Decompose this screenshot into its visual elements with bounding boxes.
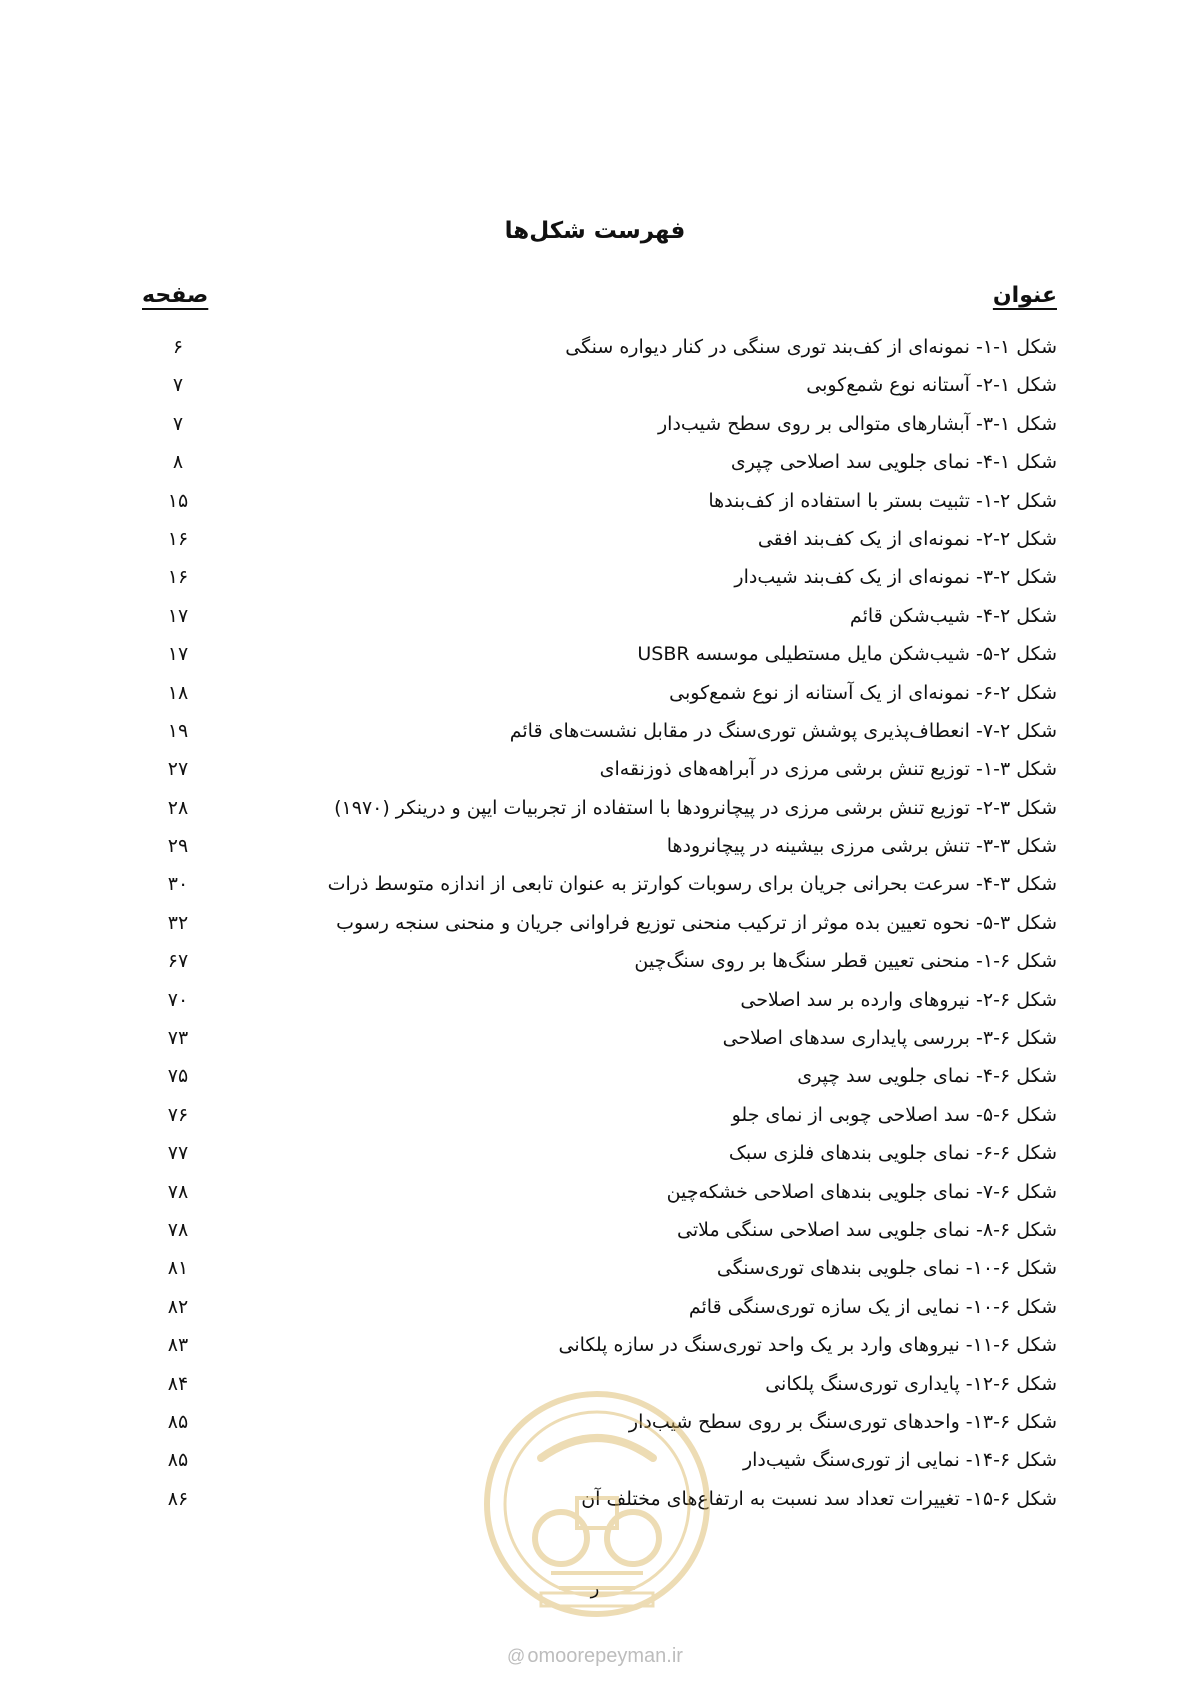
toc-entry[interactable] bbox=[142, 635, 1057, 673]
toc-entry-page: ۶۷ bbox=[167, 950, 189, 973]
toc-entry-title: شکل ۳-۲- توزیع تنش برشی مرزی در پیچانرودها با استفاده از تجربیات ایپن و درینکر (۱۹۷۰) bbox=[334, 796, 1057, 819]
toc-entry[interactable] bbox=[142, 789, 1057, 827]
toc-entry-title: شکل ۲-۴- شیب‌شکن قائم bbox=[849, 604, 1057, 627]
toc-entry-title: شکل ۶-۲- نیروهای وارده بر سد اصلاحی bbox=[740, 988, 1057, 1011]
toc-entry-title: شکل ۶-۱۰- نمای جلویی بندهای توری‌سنگی bbox=[716, 1257, 1057, 1280]
toc-entry[interactable] bbox=[142, 520, 1057, 558]
toc-entry-title: شکل ۶-۱۱- نیروهای وارد بر یک واحد توری‌سنگ در سازه پلکانی bbox=[558, 1334, 1057, 1357]
toc-entry[interactable] bbox=[142, 1134, 1057, 1172]
toc-entry-title: شکل ۲-۲- نمونه‌ای از یک کف‌بند افقی bbox=[757, 527, 1057, 550]
page-title: فهرست شکل‌ها bbox=[504, 218, 686, 244]
toc-header bbox=[142, 283, 1057, 319]
toc-entry[interactable] bbox=[142, 942, 1057, 980]
toc-entry-title: شکل ۶-۴- نمای جلویی سد چپری bbox=[797, 1065, 1057, 1088]
toc-entry[interactable] bbox=[142, 1211, 1057, 1249]
toc-entry-page: ۸۵ bbox=[167, 1410, 189, 1433]
toc-entry-page: ۷۶ bbox=[167, 1103, 189, 1126]
toc-entry-page: ۷۸ bbox=[167, 1180, 189, 1203]
toc-entry-page: ۳۲ bbox=[167, 911, 189, 934]
toc-entry-title: شکل ۲-۱- تثبیت بستر با استفاده از کف‌بندها bbox=[708, 489, 1057, 512]
toc-entry-page: ۶ bbox=[172, 336, 184, 358]
toc-entry-page: ۱۵ bbox=[167, 489, 189, 512]
toc-entry-page: ۷۸ bbox=[167, 1218, 189, 1241]
toc-entry-title: شکل ۶-۱۵- تغییرات تعداد سد نسبت به ارتفاع‌های مختلف آن bbox=[581, 1487, 1057, 1510]
toc-entry[interactable] bbox=[142, 904, 1057, 942]
watermark-url-text: omoorepeyman.ir bbox=[527, 1645, 683, 1667]
toc-entry[interactable] bbox=[142, 674, 1057, 712]
toc-entry[interactable] bbox=[142, 1019, 1057, 1057]
toc-entry[interactable] bbox=[142, 405, 1057, 443]
toc-entry-title: شکل ۱-۲- آستانه نوع شمع‌کوبی bbox=[806, 374, 1057, 397]
toc-entry-title: شکل ۶-۵- سد اصلاحی چوبی از نمای جلو bbox=[731, 1103, 1057, 1126]
toc-entry-title: شکل ۲-۷- انعطاف‌پذیری پوشش توری‌سنگ در مقابل نشست‌های قائم bbox=[509, 719, 1057, 742]
toc-entry-page: ۸۳ bbox=[167, 1334, 189, 1357]
toc-entry-page: ۱۷ bbox=[167, 643, 189, 666]
toc-entry-title: شکل ۶-۱۳- واحدهای توری‌سنگ بر روی سطح شیب‌دار bbox=[628, 1410, 1057, 1433]
toc-entry-title: شکل ۶-۶- نمای جلویی بندهای فلزی سبک bbox=[728, 1142, 1057, 1165]
toc-entry-title: شکل ۳-۵- نحوه تعیین بده موثر از ترکیب منحنی توزیع فراوانی جریان و منحنی سنجه رسوب bbox=[336, 911, 1057, 934]
toc-entry-page: ۷۷ bbox=[167, 1142, 189, 1165]
toc-entry[interactable] bbox=[142, 328, 1057, 366]
toc-entry[interactable] bbox=[142, 1173, 1057, 1211]
toc-entry-title: شکل ۶-۱۴- نمایی از توری‌سنگ شیب‌دار bbox=[742, 1449, 1057, 1472]
toc-entry-page: ۸۵ bbox=[167, 1449, 189, 1472]
toc-entry[interactable] bbox=[142, 865, 1057, 903]
toc-entry-page: ۸۲ bbox=[167, 1295, 189, 1318]
toc-entry-title: شکل ۶-۱۲- پایداری توری‌سنگ پلکانی bbox=[765, 1372, 1057, 1395]
toc-entry-title: شکل ۳-۴- سرعت بحرانی جریان برای رسوبات کوارتز به عنوان تابعی از اندازه متوسط ذرات bbox=[327, 873, 1057, 896]
toc-entry-title: شکل ۶-۳- بررسی پایداری سدهای اصلاحی bbox=[722, 1027, 1057, 1050]
toc-entry-page: ۷ bbox=[172, 374, 184, 397]
toc-entry-page: ۱۸ bbox=[167, 681, 189, 704]
toc-entry[interactable] bbox=[142, 981, 1057, 1019]
toc-entry-page: ۲۷ bbox=[167, 758, 189, 781]
toc-entry[interactable] bbox=[142, 558, 1057, 596]
toc-entry-title: شکل ۱-۴- نمای جلویی سد اصلاحی چپری bbox=[730, 451, 1057, 474]
toc-entry-title: شکل ۶-۱- منحنی تعیین قطر سنگ‌ها بر روی سنگ‌چین bbox=[634, 950, 1057, 973]
toc-entry[interactable] bbox=[142, 712, 1057, 750]
toc-entry[interactable] bbox=[142, 443, 1057, 481]
toc-entry[interactable] bbox=[142, 597, 1057, 635]
toc-entry[interactable] bbox=[142, 366, 1057, 404]
toc-entry[interactable] bbox=[142, 827, 1057, 865]
toc-entry[interactable] bbox=[142, 1288, 1057, 1326]
page-number: ر bbox=[590, 1578, 600, 1599]
toc-entry-title: شکل ۲-۶- نمونه‌ای از یک آستانه از نوع شمع‌کوبی bbox=[669, 681, 1057, 704]
toc-entry-page: ۳۰ bbox=[167, 873, 189, 896]
toc-entry-page: ۸۴ bbox=[167, 1372, 189, 1395]
toc-entry[interactable] bbox=[142, 1096, 1057, 1134]
toc-entry[interactable] bbox=[142, 482, 1057, 520]
toc-entry-page: ۱۷ bbox=[167, 604, 189, 627]
toc-entry-title: شکل ۶-۱۰- نمایی از یک سازه توری‌سنگی قائم bbox=[688, 1295, 1057, 1318]
toc-entry[interactable] bbox=[142, 1057, 1057, 1095]
at-icon: @ bbox=[507, 1646, 526, 1666]
toc-entry-page: ۸۶ bbox=[167, 1487, 189, 1510]
toc-entry-page: ۱۹ bbox=[167, 719, 189, 742]
column-header-title: عنوان bbox=[992, 283, 1057, 308]
toc-entry-page: ۷۵ bbox=[167, 1065, 189, 1088]
toc-entry-title: شکل ۶-۷- نمای جلویی بندهای اصلاحی خشکه‌چین bbox=[666, 1180, 1057, 1203]
toc-entry-title: شکل ۲-۳- نمونه‌ای از یک کف‌بند شیب‌دار bbox=[734, 566, 1057, 589]
toc-entry-page: ۷ bbox=[172, 412, 184, 435]
column-header-page: صفحه bbox=[142, 283, 209, 308]
toc-entry-title: شکل ۱-۳- آبشارهای متوالی بر روی سطح شیب‌دار bbox=[657, 412, 1057, 435]
toc-entry-page: ۸ bbox=[172, 451, 184, 474]
toc-entry[interactable] bbox=[142, 1326, 1057, 1364]
toc-entry-page: ۷۳ bbox=[167, 1027, 189, 1050]
toc-entry[interactable] bbox=[142, 1249, 1057, 1287]
toc-entry-page: ۱۶ bbox=[167, 566, 189, 589]
toc-entry-page: ۷۰ bbox=[167, 988, 189, 1011]
toc-entry-page: ۲۹ bbox=[167, 835, 189, 858]
toc-entry-title: شکل ۲-۵- شیب‌شکن مایل مستطیلی موسسه USBR bbox=[637, 643, 1057, 666]
toc-entry-page: ۸۱ bbox=[167, 1257, 189, 1280]
toc-entry[interactable] bbox=[142, 750, 1057, 788]
toc-entry-title: شکل ۳-۳- تنش برشی مرزی بیشینه در پیچانرودها bbox=[666, 835, 1057, 858]
watermark-url bbox=[0, 1645, 1190, 1668]
toc-entry-title: شکل ۶-۸- نمای جلویی سد اصلاحی سنگی ملاتی bbox=[677, 1218, 1057, 1241]
toc-entry-title: شکل ۳-۱- توزیع تنش برشی مرزی در آبراهه‌های ذوزنقه‌ای bbox=[599, 758, 1057, 781]
figure-list bbox=[142, 328, 1057, 1518]
toc-entry-page: ۱۶ bbox=[167, 527, 189, 550]
toc-entry-title: شکل ۱-۱- نمونه‌ای از کف‌بند توری سنگی در کنار دیواره سنگی bbox=[565, 336, 1057, 358]
toc-entry-page: ۲۸ bbox=[167, 796, 189, 819]
